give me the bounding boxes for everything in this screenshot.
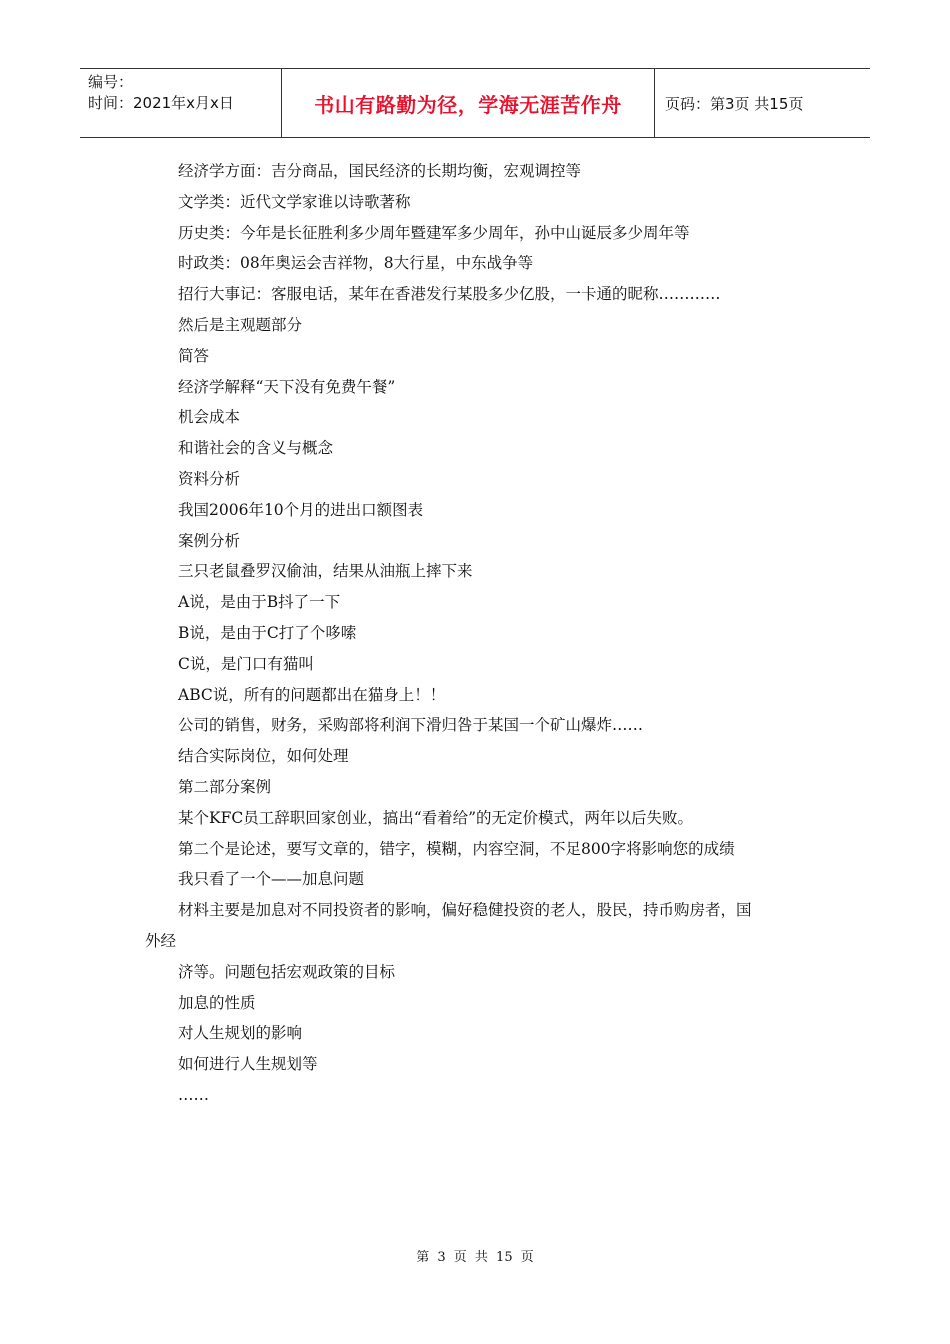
header-meta (80, 69, 282, 137)
text-line: 招行大事记：客服电话，某年在香港发行某股多少亿股，一卡通的昵称………… (178, 285, 721, 304)
text-line: 公司的销售，财务，采购部将利润下滑归咎于某国一个矿山爆炸…… (178, 716, 644, 735)
text-line: 然后是主观题部分 (178, 315, 303, 334)
text-line: 如何进行人生规划等 (178, 1055, 318, 1074)
motto-text: 书山有路勤为径，学海无涯苦作舟 (314, 92, 622, 117)
text-line: 我只看了一个——加息问题 (178, 870, 365, 889)
text-line: 材料主要是加息对不同投资者的影响，偏好稳健投资的老人，股民，持币购房者，国 (178, 901, 752, 920)
text-line: 案例分析 (178, 531, 241, 550)
text-line: 济等。问题包括宏观政策的目标 (178, 962, 396, 981)
text-line: 简答 (178, 346, 210, 365)
text-line: 第二部分案例 (178, 777, 272, 796)
text-line: 资料分析 (178, 469, 241, 488)
text-line: C说，是门口有猫叫 (178, 654, 314, 673)
text-line: 机会成本 (178, 408, 241, 427)
text-line: 时政类：08年奥运会吉祥物，8大行星，中东战争等 (178, 254, 534, 273)
page-info-text: 页码：第3页 共15页 (665, 94, 804, 113)
header-motto (282, 69, 655, 137)
text-line: 三只老鼠叠罗汉偷油，结果从油瓶上摔下来 (178, 562, 473, 581)
text-line: ABC说，所有的问题都出在猫身上！！ (178, 685, 446, 704)
time-label: 时间：2021年x月x日 (88, 94, 234, 112)
text-line: 第二个是论述，要写文章的，错字，模糊，内容空洞，不足800字将影响您的成绩 (178, 839, 735, 858)
footer-page-number: 第 3 页 共 15 页 (416, 1250, 534, 1265)
text-line: 对人生规划的影响 (178, 1024, 303, 1043)
document-body (145, 156, 825, 1111)
text-line: 经济学解释“天下没有免费午餐” (178, 377, 396, 396)
number-label: 编号： (88, 73, 134, 91)
page-header (80, 68, 870, 138)
text-line: 我国2006年10个月的进出口额图表 (178, 500, 424, 519)
text-line: 文学类：近代文学家谁以诗歌著称 (178, 192, 411, 211)
text-line: …… (178, 1085, 209, 1104)
text-line: B说，是由于C打了个哆嗦 (178, 623, 357, 642)
text-line: 加息的性质 (178, 993, 256, 1012)
text-line: A说，是由于B抖了一下 (178, 593, 341, 612)
text-line: 结合实际岗位，如何处理 (178, 747, 349, 766)
text-line: 和谐社会的含义与概念 (178, 439, 334, 458)
text-line: 经济学方面：吉分商品，国民经济的长期均衡，宏观调控等 (178, 162, 582, 180)
header-page-info (655, 69, 870, 137)
text-line: 某个KFC员工辞职回家创业，搞出“看着给”的无定价模式，两年以后失败。 (178, 808, 694, 827)
page-footer (0, 1246, 950, 1265)
text-line: 历史类：今年是长征胜利多少周年暨建军多少周年，孙中山诞辰多少周年等 (178, 223, 690, 242)
text-line: 外经 (145, 931, 177, 950)
